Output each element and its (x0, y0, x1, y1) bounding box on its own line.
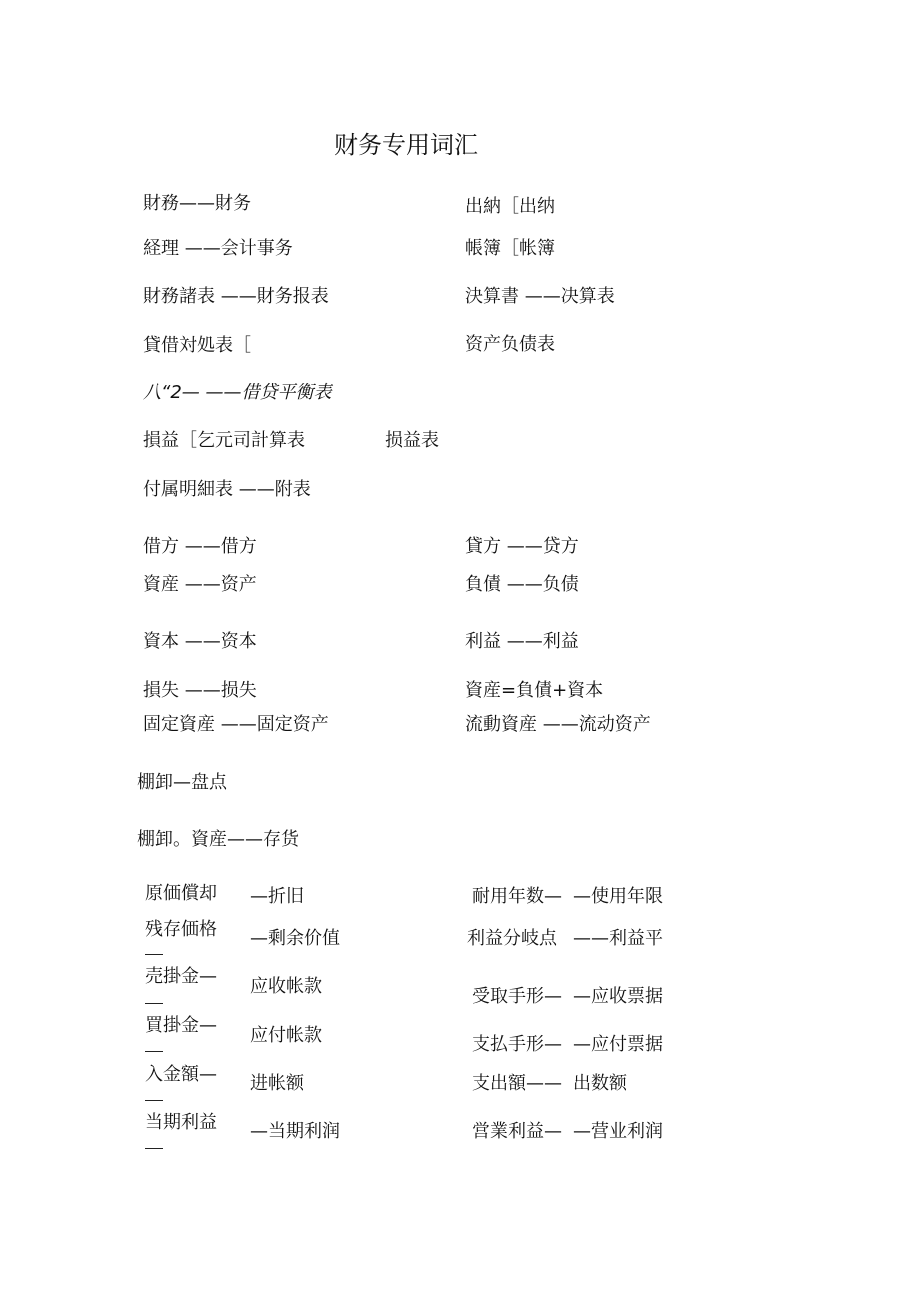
continuation-dash (145, 954, 163, 955)
grid-right-meaning: 出数额 (573, 1073, 627, 1094)
grid-term: 原価償却 (145, 883, 217, 904)
term-right: 負債 ——负债 (465, 574, 579, 595)
term-left: 損失 ——损失 (143, 680, 257, 701)
continuation-dash (145, 1100, 163, 1101)
grid-right-meaning: —使用年限 (573, 886, 663, 907)
continuation-dash (145, 1003, 163, 1004)
grid-meaning: —折旧 (250, 886, 304, 907)
grid-right-term: 支払手形— (472, 1034, 562, 1055)
term-left: 財務諸表 ——財务报表 (143, 286, 329, 307)
grid-right-term: 耐用年数— (472, 886, 562, 907)
grid-right-meaning: —应付票据 (573, 1034, 663, 1055)
term-right: 決算書 ——决算表 (465, 286, 615, 307)
term-left: 損益［乞元司計算表 (143, 430, 305, 451)
grid-right-meaning: —营业利润 (573, 1121, 663, 1142)
grid-meaning: —剩余价值 (250, 928, 340, 949)
term-left: 貸借対処表［ (143, 335, 251, 356)
grid-right-meaning: ——利益平 (573, 928, 663, 949)
grid-right-term: 営業利益— (472, 1121, 562, 1142)
term-right: 資産=負債+資本 (465, 680, 604, 701)
grid-term: 入金額— (145, 1064, 217, 1085)
grid-term: 買掛金— (145, 1015, 217, 1036)
grid-meaning: 进帐额 (250, 1073, 304, 1094)
grid-right-term: 支出額—— (472, 1073, 562, 1094)
grid-right-term: 受取手形— (472, 986, 562, 1007)
term-right: 利益 ——利益 (465, 631, 579, 652)
term-left: 経理 ——会计事务 (143, 238, 293, 259)
grid-term: 売掛金— (145, 966, 217, 987)
term-left: 借方 ——借方 (143, 536, 257, 557)
term-left: 資産 ——资产 (143, 574, 257, 595)
document-title: 财务专用词汇 (334, 131, 478, 159)
continuation-dash (145, 1051, 163, 1052)
term-right: 流動資産 ——流动资产 (465, 714, 651, 735)
term-right: 貸方 ——贷方 (465, 536, 579, 557)
grid-term: 残存価格 (145, 919, 217, 940)
continuation-dash (145, 1148, 163, 1149)
grid-right-term: 利益分岐点 (467, 928, 557, 949)
grid-meaning: 应收帐款 (250, 976, 322, 997)
term-left: 八“2— ——借贷平衡表 (143, 382, 332, 403)
term-left: 財務——財务 (143, 193, 251, 214)
term-right: 帳簿［帐簿 (465, 238, 555, 259)
term-right: 资产负债表 (465, 334, 555, 355)
grid-term: 当期利益 (145, 1112, 217, 1133)
term-left: 固定資産 ——固定资产 (143, 714, 329, 735)
grid-meaning: 应付帐款 (250, 1025, 322, 1046)
term-left: 付属明細表 ——附表 (143, 479, 311, 500)
term-single: 棚卸。資産——存货 (137, 829, 299, 850)
grid-right-meaning: —应收票据 (573, 986, 663, 1007)
term-left: 資本 ——资本 (143, 631, 257, 652)
term-right: 出納［出纳 (465, 196, 555, 217)
term-single: 棚卸—盘点 (137, 772, 227, 793)
term-middle: 损益表 (385, 430, 439, 451)
grid-meaning: —当期利润 (250, 1121, 340, 1142)
